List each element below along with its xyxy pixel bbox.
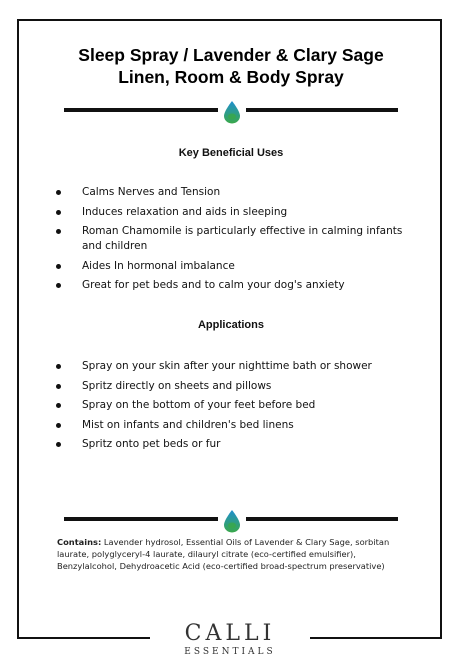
contains-label: Contains: xyxy=(57,537,102,547)
list-item-text: Mist on infants and children's bed linens xyxy=(82,418,294,431)
title-line-1: Sleep Spray / Lavender & Clary Sage xyxy=(78,45,384,65)
divider-right-bottom xyxy=(246,517,398,521)
bullet-icon xyxy=(56,264,61,269)
list-item xyxy=(54,185,424,200)
bullet-icon xyxy=(56,364,61,369)
list-item xyxy=(54,259,424,274)
divider-left-bottom xyxy=(64,517,218,521)
list-item xyxy=(54,205,424,220)
list-item-text: Roman Chamomile is particularly effective in calming infants and children xyxy=(82,225,403,252)
bullet-icon xyxy=(56,210,61,215)
list-item-text: Great for pet beds and to calm your dog's anxiety xyxy=(82,279,345,291)
list-item-text: Spritz onto pet beds or fur xyxy=(82,438,221,450)
title-line-2: Linen, Room & Body Spray xyxy=(118,67,344,87)
list-item xyxy=(54,418,424,433)
divider-right-top xyxy=(246,108,398,112)
ingredients-text xyxy=(57,536,397,572)
list-item-text: Induces relaxation and aids in sleeping xyxy=(82,205,288,218)
uses-list xyxy=(54,185,424,298)
brand-logo xyxy=(150,622,310,662)
list-item xyxy=(54,437,424,452)
water-drop-icon xyxy=(223,100,241,124)
applications-list xyxy=(54,359,424,457)
list-item xyxy=(54,398,424,413)
bullet-icon xyxy=(56,442,61,447)
page-title xyxy=(24,44,438,88)
list-item-text: Aides In hormonal imbalance xyxy=(82,259,235,272)
list-item xyxy=(54,359,424,374)
logo-sub: ESSENTIALS xyxy=(184,647,276,657)
contains-text: Lavender hydrosol, Essential Oils of Lavender & Clary Sage, sorbitan laurate, polyglyceryl-4 laurate, dilauryl citrate (eco-certified emulsifier), Benzylalcohol, Dehydroacetic Acid (eco-certified broad-spectrum preservative) xyxy=(57,537,390,571)
bullet-icon xyxy=(56,384,61,389)
list-item-text: Spray on the bottom of your feet before bed xyxy=(82,399,316,411)
water-drop-icon xyxy=(223,509,241,533)
bullet-icon xyxy=(56,423,61,428)
list-item-text: Calms Nerves and Tension xyxy=(82,186,221,198)
bullet-icon xyxy=(56,403,61,408)
uses-heading: Key Beneficial Uses xyxy=(178,147,284,159)
list-item xyxy=(54,379,424,394)
bullet-icon xyxy=(56,190,61,195)
list-item xyxy=(54,278,424,293)
applications-heading: Applications xyxy=(197,319,264,331)
list-item-text: Spritz directly on sheets and pillows xyxy=(82,379,272,392)
list-item-text: Spray on your skin after your nighttime bath or shower xyxy=(82,360,372,372)
bullet-icon xyxy=(56,283,61,288)
bullet-icon xyxy=(56,229,61,234)
logo-name: CALLI xyxy=(184,621,276,646)
divider-left-top xyxy=(64,108,218,112)
list-item xyxy=(54,224,424,254)
